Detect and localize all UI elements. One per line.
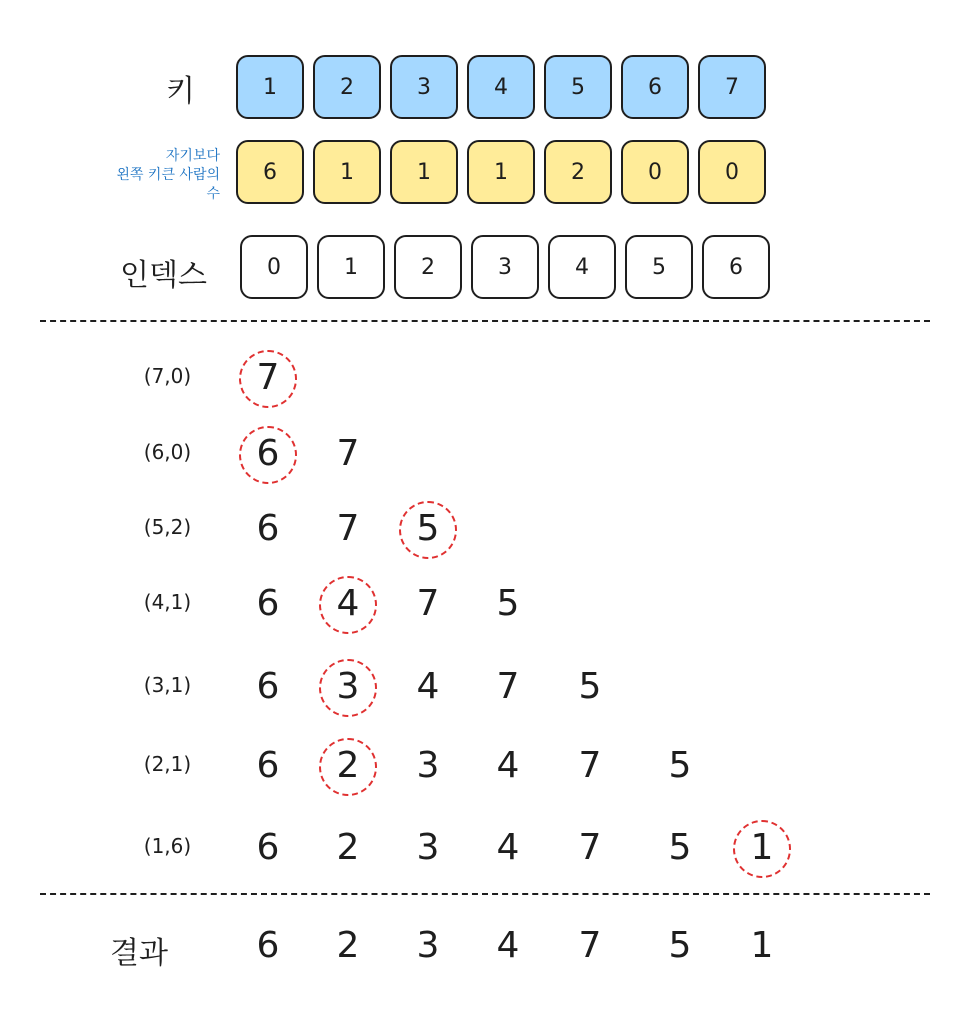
sequence-digit: 7 (578, 745, 602, 786)
sequence-digit: 7 (416, 583, 440, 624)
sequence-digit: 7 (496, 666, 520, 707)
note-line: 왼쪽 키큰 사람의 (116, 167, 220, 183)
result-digit: 2 (336, 925, 360, 966)
index-box: 4 (548, 235, 616, 299)
keys-row (236, 55, 766, 119)
step-label: (3,1) (143, 673, 192, 697)
sequence-digit: 3 (416, 745, 440, 786)
count-box: 0 (621, 140, 689, 204)
count-box: 1 (390, 140, 458, 204)
step-label: (6,0) (143, 440, 192, 464)
index-box: 1 (317, 235, 385, 299)
sequence-digit: 6 (256, 827, 280, 868)
count-box: 2 (544, 140, 612, 204)
taller-left-count-note (116, 147, 220, 204)
count-box: 0 (698, 140, 766, 204)
sequence-digit: 4 (496, 745, 520, 786)
count-box: 1 (313, 140, 381, 204)
sequence-digit: 6 (256, 433, 280, 474)
key-box: 2 (313, 55, 381, 119)
note-line: 자기보다 (165, 148, 220, 164)
divider-bottom (40, 893, 930, 895)
sequence-digit: 6 (256, 745, 280, 786)
sequence-digit: 4 (496, 827, 520, 868)
sequence-digit: 5 (668, 745, 692, 786)
index-box: 6 (702, 235, 770, 299)
result-digit: 3 (416, 925, 440, 966)
key-box: 4 (467, 55, 535, 119)
key-box: 5 (544, 55, 612, 119)
result-label: 결과 (110, 936, 168, 971)
key-box: 6 (621, 55, 689, 119)
sequence-digit: 5 (496, 583, 520, 624)
divider-top (40, 320, 930, 322)
sequence-digit: 5 (578, 666, 602, 707)
index-row (240, 235, 770, 299)
keys-row-label: 키 (166, 74, 195, 109)
key-box: 1 (236, 55, 304, 119)
sequence-digit: 7 (336, 508, 360, 549)
step-label: (1,6) (143, 834, 192, 858)
index-row-label: 인덱스 (120, 258, 207, 293)
count-box: 6 (236, 140, 304, 204)
sequence-digit: 6 (256, 508, 280, 549)
sequence-digit: 3 (336, 666, 360, 707)
result-digit: 6 (256, 925, 280, 966)
index-box: 3 (471, 235, 539, 299)
sequence-digit: 1 (750, 827, 774, 868)
sequence-digit: 2 (336, 745, 360, 786)
index-box: 5 (625, 235, 693, 299)
step-label: (4,1) (143, 590, 192, 614)
sequence-digit: 7 (336, 433, 360, 474)
sequence-digit: 7 (256, 357, 280, 398)
note-line: 수 (206, 186, 220, 202)
sequence-digit: 6 (256, 666, 280, 707)
key-box: 3 (390, 55, 458, 119)
step-label: (2,1) (143, 752, 192, 776)
count-box: 1 (467, 140, 535, 204)
sequence-digit: 3 (416, 827, 440, 868)
sequence-digit: 6 (256, 583, 280, 624)
index-box: 2 (394, 235, 462, 299)
result-digit: 1 (750, 925, 774, 966)
result-digit: 5 (668, 925, 692, 966)
taller-left-count-row (236, 140, 766, 204)
key-box: 7 (698, 55, 766, 119)
sequence-digit: 5 (668, 827, 692, 868)
sequence-digit: 4 (416, 666, 440, 707)
result-digit: 7 (578, 925, 602, 966)
result-digit: 4 (496, 925, 520, 966)
sequence-digit: 2 (336, 827, 360, 868)
index-box: 0 (240, 235, 308, 299)
sequence-digit: 7 (578, 827, 602, 868)
sequence-digit: 5 (416, 508, 440, 549)
sequence-digit: 4 (336, 583, 360, 624)
step-label: (7,0) (143, 364, 192, 388)
step-label: (5,2) (143, 515, 192, 539)
